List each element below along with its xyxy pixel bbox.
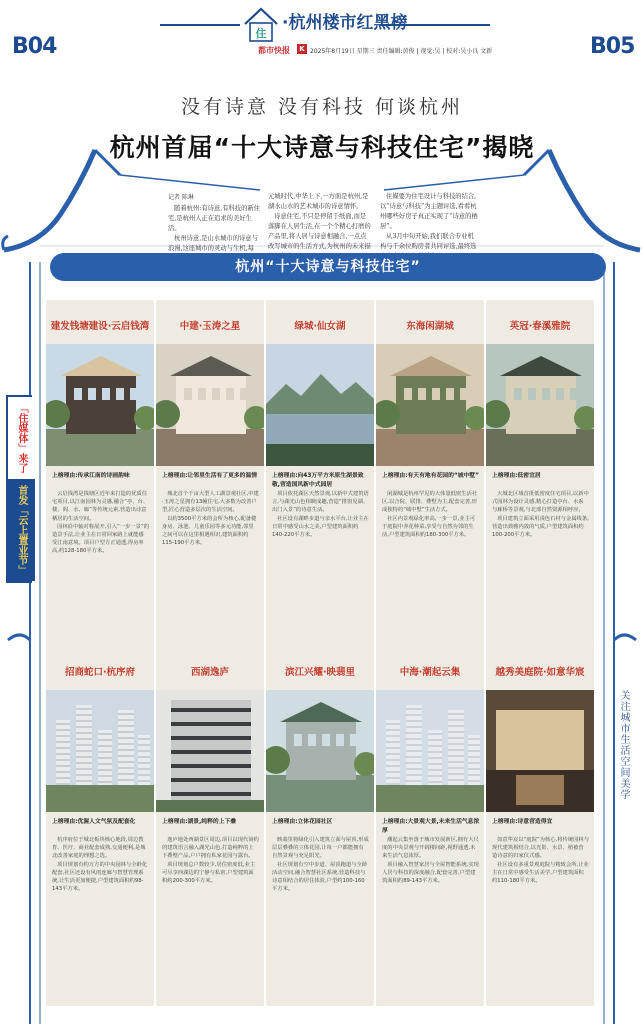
project-description: 云启钱湾是钱塘区近年来打造的优质住宅项目,以江南园林为灵感,融合“亭、台、楼、阁、水、廊”等传统元素,营造出诗意栖居的生活空间。 园林沿中轴对称展开,引入“一步一景”的造景手法,让业主在日常回家路上就能感受江南意境。项目户型方正通透,得房率高,约128-180平方米。 xyxy=(52,491,149,555)
project-image xyxy=(266,344,374,466)
project-photo xyxy=(266,344,374,466)
project-photo xyxy=(486,344,594,466)
project-name: 中建·玉涛之星 xyxy=(179,321,241,332)
project-card xyxy=(266,646,374,1006)
project-card xyxy=(46,646,154,1006)
project-reason: 上榜理由:低密宜居 xyxy=(492,473,541,479)
project-image xyxy=(376,344,484,466)
project-image xyxy=(376,690,484,812)
headline-subtitle: 没有诗意 没有科技 何谈杭州 xyxy=(180,96,464,118)
intro-column-1: 随着杭州:有诗意,有科技的新住宅,是杭州人正在追求的美好生活。 杭州诗意,是山水城市的诗意与浪漫,这座城市的灵动与生机,每 xyxy=(168,205,260,252)
section-title: ·杭州楼市红黑榜 xyxy=(282,13,408,33)
project-name: 招商蛇口·杭序府 xyxy=(64,667,136,678)
project-image xyxy=(46,690,154,812)
project-photo xyxy=(486,690,594,812)
project-name: 越秀美庭院·如意华宸 xyxy=(495,667,585,678)
issue-meta: 2025年8月19日 星期三 责任编辑:黄俊 | 视觉:吴 | 校对:吴小良 文新 xyxy=(310,48,493,55)
brand-k-icon: K xyxy=(297,44,307,54)
project-photo xyxy=(376,344,484,466)
house-logo-icon xyxy=(243,6,279,44)
project-reason: 上榜理由:让邻里生活有了更多的温情 xyxy=(162,473,258,479)
intro-column-3: 住媒要为住宅设计与科技的结合,以“诗意与科技”为主题评选,看看杭州哪些好房子真正实现了“诗意的栖居”。 从3月中旬开始,我们联合专业机构与千余位购房者共同评选,最终选 xyxy=(380,193,478,250)
project-description: 潮起云集坐落于城市发展新区,拥有大尺度的中央景观与开阔楼间距,视野通透,未来生活气息浓厚。 项目融入智慧家居与全屋智能系统,实现人居与科技的深度融合,配套完善,户型建筑面积约89-143平方米。 xyxy=(382,837,479,885)
project-image xyxy=(266,690,374,812)
project-reason: 上榜理由:向43万平方米原生湖景致敬,营造国风新中式园居 xyxy=(272,473,364,488)
project-description: 闲湖城是杭州罕见的大体量低密生活社区,以合院、联排、叠墅为主,配套完善,形成独特的“城中墅”生活方式。 社区内景观绿化率高,一步一景,业主可于庭院中养花种菜,享受与自然为邻的生活,户型建筑面积约180-300平方米。 xyxy=(382,491,478,539)
side-banner-left xyxy=(6,395,32,583)
project-description: 项目依托湖区天然景观,以新中式建筑语言,与湖光山色相映成趣,营造“推窗见湖、出门入景”的诗意生活。 社区设有湖畔步道与亲水平台,让业主在日常中感受山水之美,户型建筑面积约140-220平方米。 xyxy=(272,491,369,539)
project-reason: 上榜理由:有天有地有花园的“城中墅” xyxy=(382,473,479,479)
project-name: 滨江兴耀·映翡里 xyxy=(284,667,356,678)
project-photo xyxy=(266,690,374,812)
project-description: 如意华宸以“庭院”为核心,将传统园林与现代建筑相结合,以光影、水景、植被营造诗意的归家仪式感。 社区设有多重景观庭院与精致会所,让业主在日常中感受生活美学,户型建筑面积约110-180平方米。 xyxy=(492,837,589,885)
side-banner-right: 关注城市生活空间美学 xyxy=(618,690,629,800)
page-number-left: B04 xyxy=(12,34,57,59)
project-reason: 上榜理由:诗意营造得宜 xyxy=(492,819,553,825)
brand-name: 都市快报 xyxy=(258,46,290,55)
project-description: 大城北区域首批低密度住宅项目,以新中式园林为设计灵感,精心打造亭台、水系与廊桥等景观,与北部自然资源相呼应。 项目建筑立面采用浅色石材与金属线条,营造出典雅内敛的气质,户型建筑面积约100-200平方米。 xyxy=(492,491,589,539)
project-card xyxy=(156,646,264,1006)
project-reason: 上榜理由:传承江南的诗画韵味 xyxy=(52,473,130,479)
project-description: 城北首个千亩大型人工湖景观社区,中建·玉涛之星拥有13幢住宅,大多数为改善户型,匠心营造多层次的生活空间。 以约3500平方米的会所为核心,配备健身房、泳池、儿童乐园等多元功能,邻里之间可以在这里相遇相识,建筑面积约115-190平方米。 xyxy=(162,491,259,547)
project-reason: 上榜理由:立体花园社区 xyxy=(272,819,333,825)
project-name: 中海·潮起云集 xyxy=(399,667,461,678)
headline-title: 杭州首届“十大诗意与科技住宅”揭晓 xyxy=(109,133,535,162)
project-name: 西湖逸庐 xyxy=(190,667,229,678)
project-name: 东海闲湖城 xyxy=(406,321,454,332)
project-description: 逸庐地处西湖景区周边,项目以现代简约的建筑语言融入湖光山色,打造纯粹的上下叠墅产品,户户拥有私家花园与露台。 项目规划总户数较少,居住密度低,业主可尽享西湖边的宁静与私密,户型建筑面积约200-300平方米。 xyxy=(162,837,259,885)
side-banner-left-bottom: 首发「云上置业节」 xyxy=(8,479,35,581)
project-description: 映翡里将绿化引入建筑立面与屋顶,形成层层叠叠的立体花园,让每一户都能拥有自然景观与充足阳光。 社区规划有空中步道、屋顶跑道与全龄活动空间,融合智慧社区系统,营造科技与诗意相结合的居住体验,户型约100-160平方米。 xyxy=(272,837,369,893)
project-image xyxy=(46,344,154,466)
intro-column-2: 元城时代,中华上下,一方面是杭州,是湖水山水的艺术城市的诗意情怀。 诗意住宅,不只是停留于纸面,而是落脚在人居生活,在一个个精心打磨的产品里,将人居与诗意相融合,一点点改写城市的生活方式,为杭州的未来描 xyxy=(268,193,371,250)
project-photo xyxy=(376,690,484,812)
project-name: 英冠·春溪雅院 xyxy=(509,321,571,332)
project-image xyxy=(156,690,264,812)
project-reason: 上榜理由:湖景,纯粹的上下叠 xyxy=(162,819,237,825)
section-banner: 杭州“十大诗意与科技住宅” xyxy=(50,253,606,281)
project-card xyxy=(46,300,154,648)
project-image xyxy=(486,344,594,466)
project-image xyxy=(156,344,264,466)
project-photo xyxy=(156,344,264,466)
byline: 记者 陈琳 xyxy=(168,194,194,201)
project-card xyxy=(376,646,484,1006)
project-reason: 上榜理由:大景观大景,未来生活气息浓厚 xyxy=(382,819,480,834)
project-card xyxy=(486,646,594,1006)
project-card xyxy=(156,300,264,648)
project-photo xyxy=(46,344,154,466)
project-card xyxy=(266,300,374,648)
project-reason: 上榜理由:优渥人文气氛及配套化 xyxy=(52,819,136,825)
project-name: 建发钱塘建设·云启钱湾 xyxy=(50,321,150,332)
project-card xyxy=(486,300,594,648)
side-banner-left-top: 「住媒体」来了 xyxy=(8,397,35,479)
project-photo xyxy=(156,690,264,812)
project-photo xyxy=(46,690,154,812)
svg-text:住: 住 xyxy=(255,27,267,40)
header-rule-left xyxy=(160,24,240,26)
project-description: 杭序府位于城北板块核心地段,周边教育、医疗、商业配套成熟,交通便利,是城北改善家庭的理想之选。 项目规划有约万方的中央园林与全龄化配套,社区还设有风雨连廊与智慧管理系统,让生活更加便捷,户型建筑面积约98-143平方米。 xyxy=(52,837,148,893)
page-number-right: B05 xyxy=(590,34,635,59)
project-image xyxy=(486,690,594,812)
project-card xyxy=(376,300,484,648)
project-name: 绿城·仙女湖 xyxy=(294,321,346,332)
